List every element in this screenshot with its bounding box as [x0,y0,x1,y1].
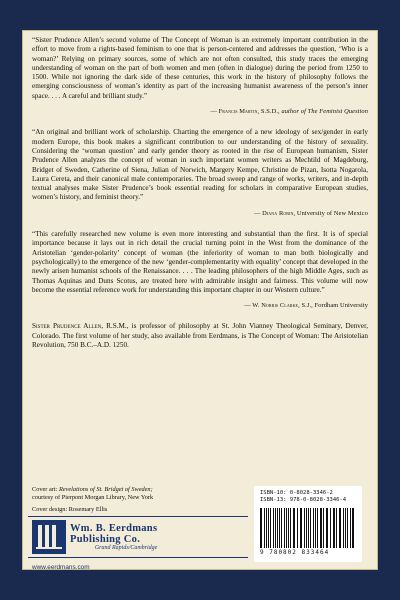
attribution-1 [32,107,368,116]
cover-credits [32,486,232,514]
isbn-10: ISBN-10: 0-8028-3346-2 [260,490,333,496]
attribution-2 [32,209,368,218]
publisher-city: Grand Rapids/Cambridge [94,545,158,551]
cover-art-credit [32,486,232,494]
author-bio-text: is professor of philosophy at St. John Vianney Theological Seminary, Denver, Colorado. The first volume of her study, also available from Eerdmans, is The Concept of Woman: The Aristotelian Revolution, 750 B.C.–A.D. 1250. [32,322,368,350]
cover-art-source: courtesy of Pierpont Morgan Library, New York [32,494,154,502]
isbn-13: ISBN-13: 978-0-8028-3346-4 [260,497,347,503]
barcode-number: 9 780802 833464 [260,549,330,556]
cover-design-credit: Cover design: Rosemary Ellis [32,505,108,513]
quote-1: “Sister Prudence Allen’s second volume of The Concept of Woman is an extremely important contribution in the effort to move from a rights-based feminism to one that is person-centered and addresses the question, ‘Who is a woman?’ Relying on primary sources, some of which are not often consulted, this study traces the emerging understanding of woman on the part of both women and men (often in dialogue) during the period from 1250 to 1500. While not ignoring the dark side of these centuries, this work in the history of philosophy follows the emerging consciousness of woman’s identity as part of the increasing humanist awareness of the person’s inner space. . . . A careful and brilliant study.” [32,36,368,100]
attribution-1-name: — Francis Martin, S.S.D., [210,108,280,116]
attribution-3-affiliation: Fordham University [314,302,368,310]
barcode-box [254,486,362,562]
quote-2: “An original and brilliant work of scholarship. Charting the emergence of a new ideology of sex/gender in early modern Europe, this book makes a significant contribution to our understanding of the history of sexuality. Considering the ‘woman question’ and early gender theory as rooted in the rise of European humanism, Sister Prudence Allen analyzes the concept of woman in such important women writers as Mechtild of Magdeburg, Bridget of Sweden, Catherine of Siena, Julian of Norwich, Margery Kempe, Christine de Pizan, Isotta Nogarola, Laura Cereta, and their canonical male contemporaries. The broad sweep and range of works, writers, and in-depth textual analyses make Sister Prudence’s book essential reading for scholars in comparative European studies, women’s history, and feminist theory.” [32,128,368,202]
publisher-website: www.eerdmans.com [32,564,90,571]
publisher-name-line1: Wm. B. Eerdmans [70,523,158,534]
attribution-2-name: — Diana Robin, [253,209,296,217]
cover-art-label: Cover art: [32,486,58,493]
publisher-logo-icon [32,520,66,554]
author-name: Sister Prudence Allen, R.S.M., [32,322,129,331]
publisher-block [28,516,248,558]
publisher-name [70,523,157,551]
attribution-2-affiliation: University of New Mexico [296,209,368,217]
quote-3: “This carefully researched new volume is even more interesting and substantial than the first. It is of special importance because it lays out in rich detail the crucial turning point in the West from the dominance of the Aristotelian ‘gender-polarity’ concept of woman (the inferiority of woman to man both biologically and psychologically) to the emergence of the new ‘gender-complementarity with equality’ concept that developed in the newly arisen humanist schools of the Renaissance. . . . The leading philosophers of the high Middle Ages, such as Thomas Aquinas and Duns Scotus, are treated here with admirable insight and fairness. This volume will now become the essential reference work for understanding this important chapter in our Western culture.” [32,230,368,294]
cover-art-title: Revelations of St. Bridget of Sweden; [58,486,153,493]
attribution-3 [32,301,368,310]
attribution-1-affiliation: author of The Feminist Question [281,108,368,116]
publisher-name-line2: Publishing Co. [70,534,141,545]
barcode-icon [260,508,356,548]
author-bio [32,322,368,350]
attribution-3-name: — W. Norris Clarke, S.J., [244,302,313,310]
blurb-section [32,36,368,350]
